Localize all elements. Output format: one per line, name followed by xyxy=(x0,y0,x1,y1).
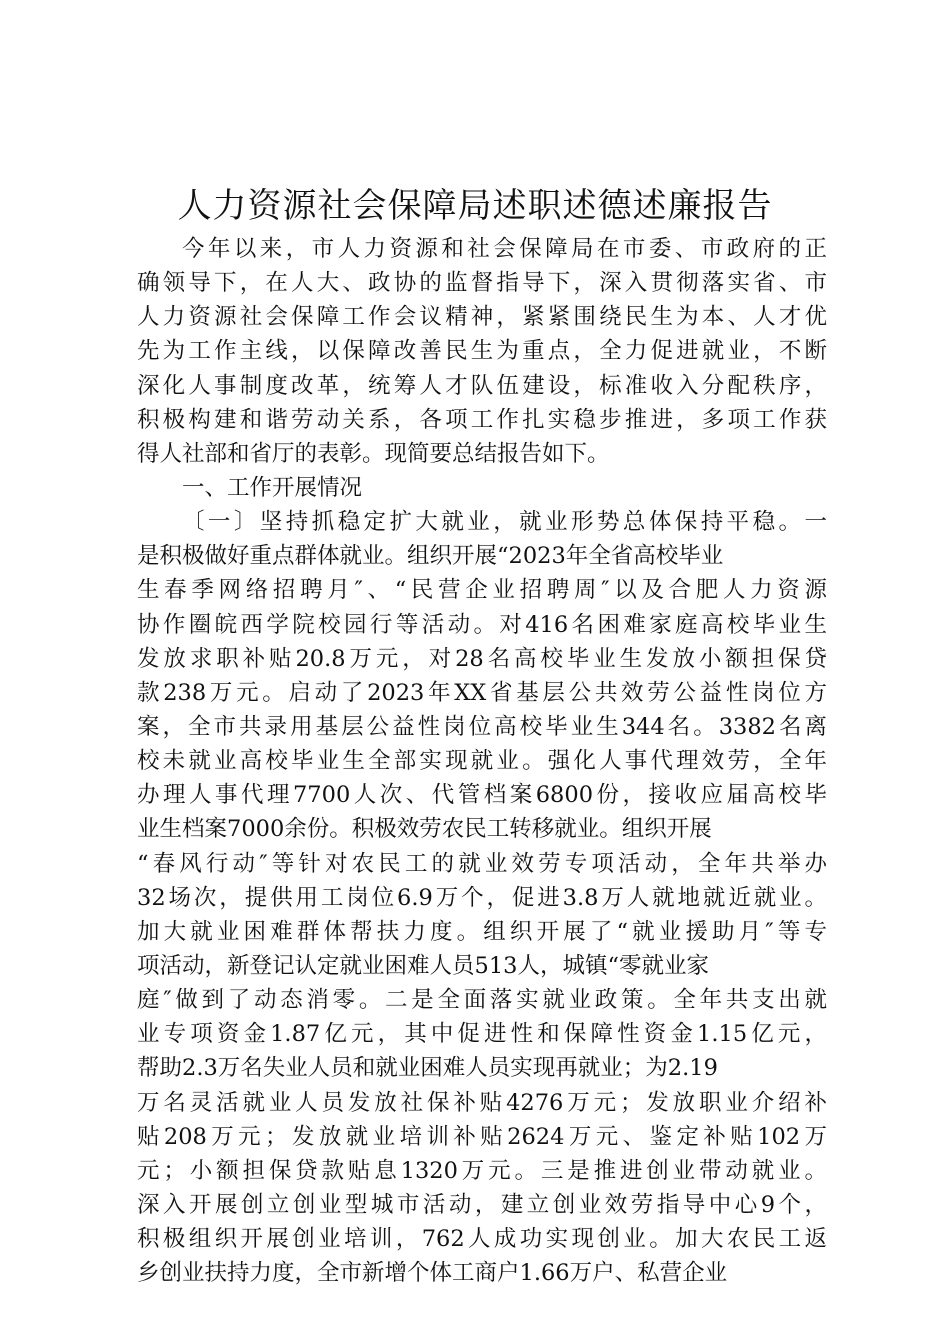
paragraph-line: 生春季网络招聘月″、“民营企业招聘周″以及合肥人力资源 xyxy=(137,577,827,604)
paragraph-line: 款238万元。启动了2023年XX省基层公共效劳公益性岗位方 xyxy=(137,679,827,706)
paragraph-line: 深入开展创立创业型城市活动，建立创业效劳指导中心9个， xyxy=(137,1191,827,1218)
paragraph-line: 业专项资金1.87亿元，其中促进性和保障性资金1.15亿元， xyxy=(137,1021,827,1048)
paragraph-line: 得人社部和省厅的表彰。现简要总结报告如下。 xyxy=(137,440,610,467)
paragraph-line: 积极组织开展创业培训，762人成功实现创业。加大农民工返 xyxy=(137,1226,827,1253)
paragraph-line: 积极构建和谐劳动关系，各项工作扎实稳步推进，多项工作获 xyxy=(137,406,827,433)
document-title: 人力资源社会保障局述职述德述廉报告 xyxy=(177,186,773,226)
paragraph-line: 元；小额担保贷款贴息1320万元。三是推进创业带动就业。 xyxy=(137,1157,827,1184)
paragraph-line: 万名灵活就业人员发放社保补贴4276万元；发放职业介绍补 xyxy=(137,1089,827,1116)
paragraph-line: 项活动，新登记认定就业困难人员513人，城镇“零就业家 xyxy=(137,952,709,979)
section-heading: 一、工作开展情况 xyxy=(182,474,363,501)
paragraph-line: 先为工作主线，以保障改善民生为重点，全力促进就业，不断 xyxy=(137,338,827,365)
paragraph-line: 深化人事制度改革，统筹人才队伍建设，标准收入分配秩序， xyxy=(137,372,827,399)
paragraph-line: 加大就业困难群体帮扶力度。组织开展了“就业援助月″等专 xyxy=(137,918,827,945)
paragraph-line: 〔一〕坚持抓稳定扩大就业，就业形势总体保持平稳。一 xyxy=(182,509,827,536)
paragraph-line: 业生档案7000余份。积极效劳农民工转移就业。组织开展 xyxy=(137,816,712,843)
paragraph-line: 校未就业高校毕业生全部实现就业。强化人事代理效劳，全年 xyxy=(137,748,827,775)
paragraph-line: 帮助2.3万名失业人员和就业困难人员实现再就业；为2.19 xyxy=(137,1055,718,1082)
document-body xyxy=(137,232,827,1290)
paragraph-line: 乡创业扶持力度，全市新增个体工商户1.66万户、私营企业 xyxy=(137,1260,728,1287)
paragraph-line: 办理人事代理7700人次、代管档案6800份，接收应届高校毕 xyxy=(137,782,827,809)
paragraph-line: 庭″做到了动态消零。二是全面落实就业政策。全年共支出就 xyxy=(137,987,827,1014)
paragraph-line: 协作圈皖西学院校园行等活动。对416名困难家庭高校毕业生 xyxy=(137,611,827,638)
paragraph-line: 确领导下，在人大、政协的监督指导下，深入贯彻落实省、市 xyxy=(137,270,827,297)
paragraph-line: 案，全市共录用基层公益性岗位高校毕业生344名。3382名离 xyxy=(137,713,827,740)
paragraph-line: 人力资源社会保障工作会议精神，紧紧围绕民生为本、人才优 xyxy=(137,304,827,331)
paragraph-line: 今年以来，市人力资源和社会保障局在市委、市政府的正 xyxy=(182,236,827,262)
paragraph-line: 贴208万元；发放就业培训补贴2624万元、鉴定补贴102万 xyxy=(137,1123,827,1150)
paragraph-line: 32场次，提供用工岗位6.9万个，促进3.8万人就地就近就业。 xyxy=(137,884,827,911)
paragraph-line: 发放求职补贴20.8万元，对28名高校毕业生发放小额担保贷 xyxy=(137,645,827,672)
paragraph-line: “春风行动″等针对农民工的就业效劳专项活动，全年共举办 xyxy=(137,850,827,877)
paragraph-line: 是积极做好重点群体就业。组织开展“2023年全省高校毕业 xyxy=(137,543,724,570)
